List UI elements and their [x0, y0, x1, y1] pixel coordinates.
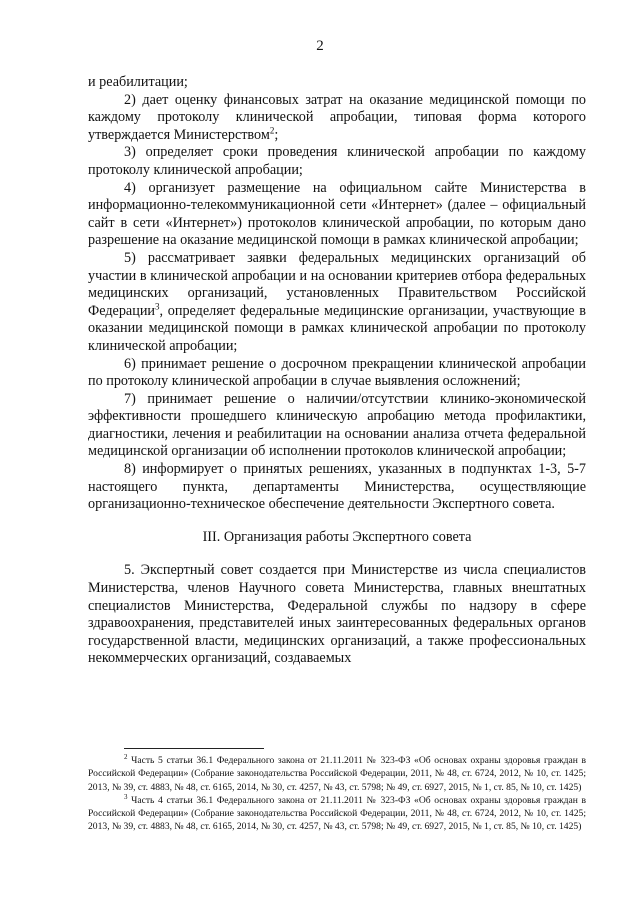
paragraph-5: 5. Экспертный совет создается при Министерстве из числа специалистов Министерства, членов Научного совета Министерства, главных внештатных специалистов Министерства, Федеральной службы по надзору в сфере здравоохранения, представителей иных заинтересованных федеральных органов государственной власти, медицинских организаций, а также профессиональных некоммерческих организаций, создаваемых — [88, 562, 586, 667]
footnote-2: $^2$ Часть 5 статьи 36.1 Федерального закона от 21.11.2011 № 323-ФЗ «Об основах охраны здоровья граждан в Российской Федерации» (Собрание законодательства Российской Федерации, 2011, № 48, ст. 6724, 2012, № 10, ст. 1425; 2013, № 39, ст. 4883, № 48, ст. 6165, 2014, № 30, ст. 4257, № 43, ст. 5798; № 49, ст. 6927, 2015, № 1, ст. 85, № 10, ст. 1425) — [88, 752, 586, 793]
paragraph-item-7: 7) принимает решение о наличии/отсутствии клинико-экономической эффективности прошедшего клиническую апробацию метода профилактики, диагностики, лечения и реабилитации на основании анализа отчета федеральной медицинской организации об исполнении протоколов клинической апробации; — [88, 390, 586, 460]
footnote-divider — [124, 748, 264, 749]
footnote-ref-2: 2 — [269, 125, 275, 136]
paragraph-item-3: 3) определяет сроки проведения клинической апробации по каждому протоколу клинической апробации; — [88, 144, 586, 178]
document-body — [88, 74, 586, 668]
paragraph-item-4: 4) организует размещение на официальном сайте Министерства в информационно-телекоммуникационной сети «Интернет» (далее – официальный сайт в сети «Интернет») протоколов клинической апробации, по которым дано разрешение на оказание медицинской помощи в рамках клинической апробации; — [88, 179, 586, 249]
paragraph-item-5: 5) рассматривает заявки федеральных медицинских организаций об участии в клинической апробации и на основании критериев отбора федеральных медицинских организаций, установленных Правительством Российской Федерации$^3$, определяет федеральные медицинские организации, участвующие в оказании медицинской помощи в рамках клинической апробации по протоколу клинической апробации; — [88, 249, 586, 354]
paragraph-continuation: и реабилитации; — [88, 74, 188, 90]
footnotes — [88, 754, 586, 834]
paragraph-item-2: 2) дает оценку финансовых затрат на оказание медицинской помощи по каждому протоколу клинической апробации, типовая форма которого утверждается Министерством$^2$; — [88, 91, 586, 143]
paragraph-item-8: 8) информирует о принятых решениях, указанных в подпунктах 1-3, 5-7 настоящего пункта, департаменты Министерства, осуществляющие организационно-техническое обеспечение деятельности Экспертного совета. — [88, 461, 586, 513]
page-number: 2 — [316, 38, 324, 54]
footnote-ref-3: 3 — [155, 300, 160, 311]
footnote-3: $^3$ Часть 4 статьи 36.1 Федерального закона от 21.11.2011 № 323-ФЗ «Об основах охраны здоровья граждан в Российской Федерации» (Собрание законодательства Российской Федерации, 2011, № 48, ст. 6724, 2012, № 10, ст. 1425; 2013, № 39, ст. 4883, № 48, ст. 6165, 2014, № 30, ст. 4257, № 43, ст. 5798; № 49, ст. 6927, 2015, № 1, ст. 85, № 10, ст. 1425) — [88, 792, 586, 833]
section-heading: III. Организация работы Экспертного совета — [202, 528, 472, 545]
paragraph-item-6: 6) принимает решение о досрочном прекращении клинической апробации по протоколу клинической апробации в случае выявления осложнений; — [88, 355, 586, 390]
